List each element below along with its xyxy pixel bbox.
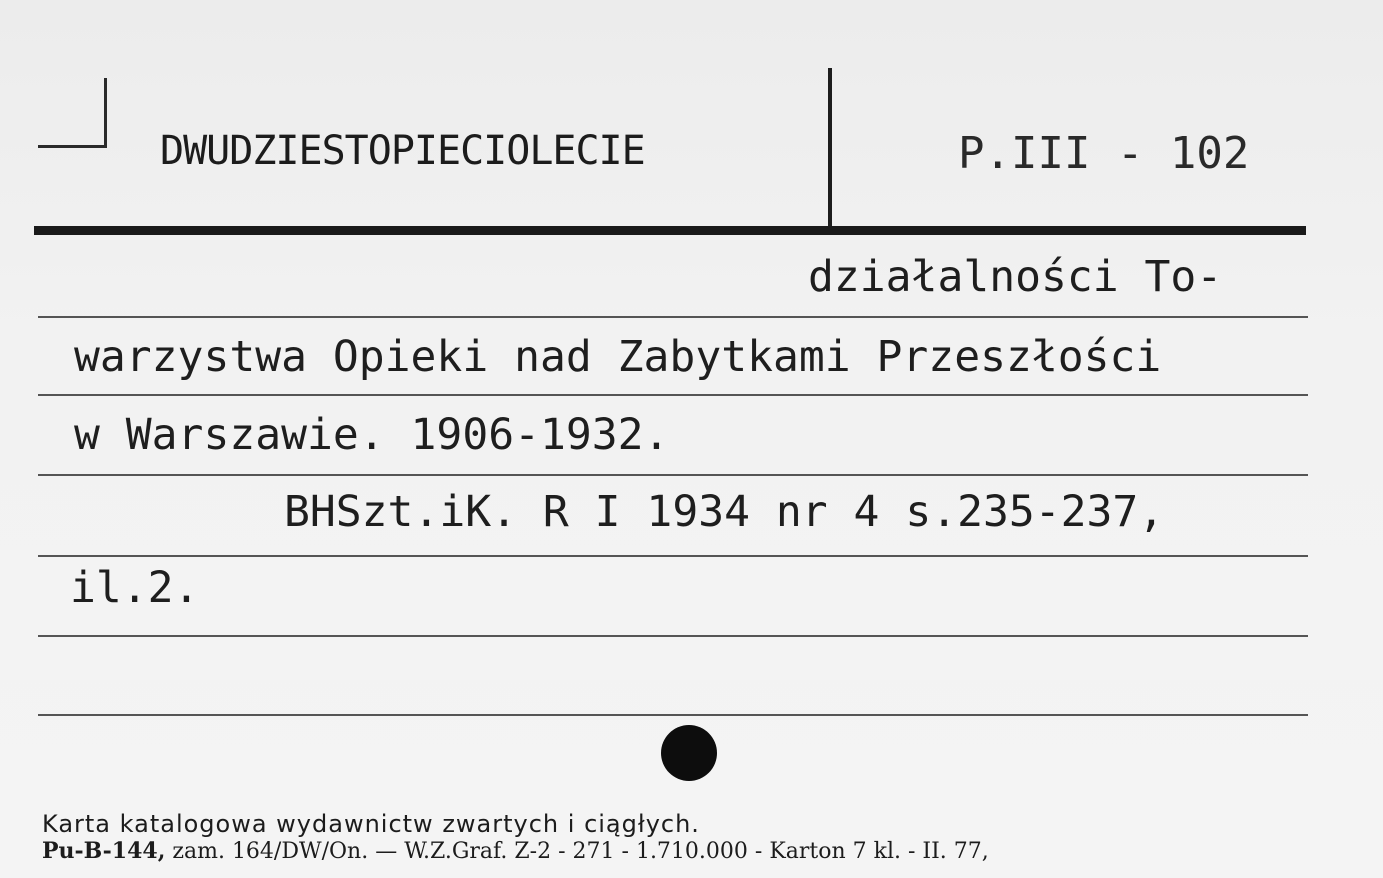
ruled-line	[38, 474, 1308, 476]
call-number: P.III - 102	[958, 128, 1250, 179]
text-line-4: BHSzt.iK. R I 1934 nr 4 s.235-237,	[284, 487, 1165, 537]
card-heading: DWUDZIESTOPIECIOLECIE	[160, 128, 645, 174]
header-rule	[34, 226, 1306, 235]
footer-printing-info	[42, 838, 989, 864]
punch-hole	[661, 725, 717, 781]
footer-caption: Karta katalogowa wydawnictw zwartych i ciągłych.	[42, 810, 700, 838]
form-code: Pu-B-144,	[42, 838, 166, 864]
ruled-line	[38, 635, 1308, 637]
ruled-line	[38, 316, 1308, 318]
text-line-5: il.2.	[70, 563, 200, 613]
text-line-2: warzystwa Opieki nad Zabytkami Przeszłości	[74, 332, 1162, 382]
ruled-line	[38, 394, 1308, 396]
corner-mark-horizontal	[38, 145, 107, 148]
header-divider	[828, 68, 832, 228]
text-line-1: działalności To-	[808, 252, 1223, 302]
corner-mark-vertical	[104, 78, 107, 148]
text-line-3: w Warszawie. 1906-1932.	[74, 410, 670, 460]
ruled-line	[38, 555, 1308, 557]
printing-details: zam. 164/DW/On. — W.Z.Graf. Z-2 - 271 - 1.710.000 - Karton 7 kl. - II. 77,	[165, 839, 989, 864]
ruled-line	[38, 714, 1308, 716]
